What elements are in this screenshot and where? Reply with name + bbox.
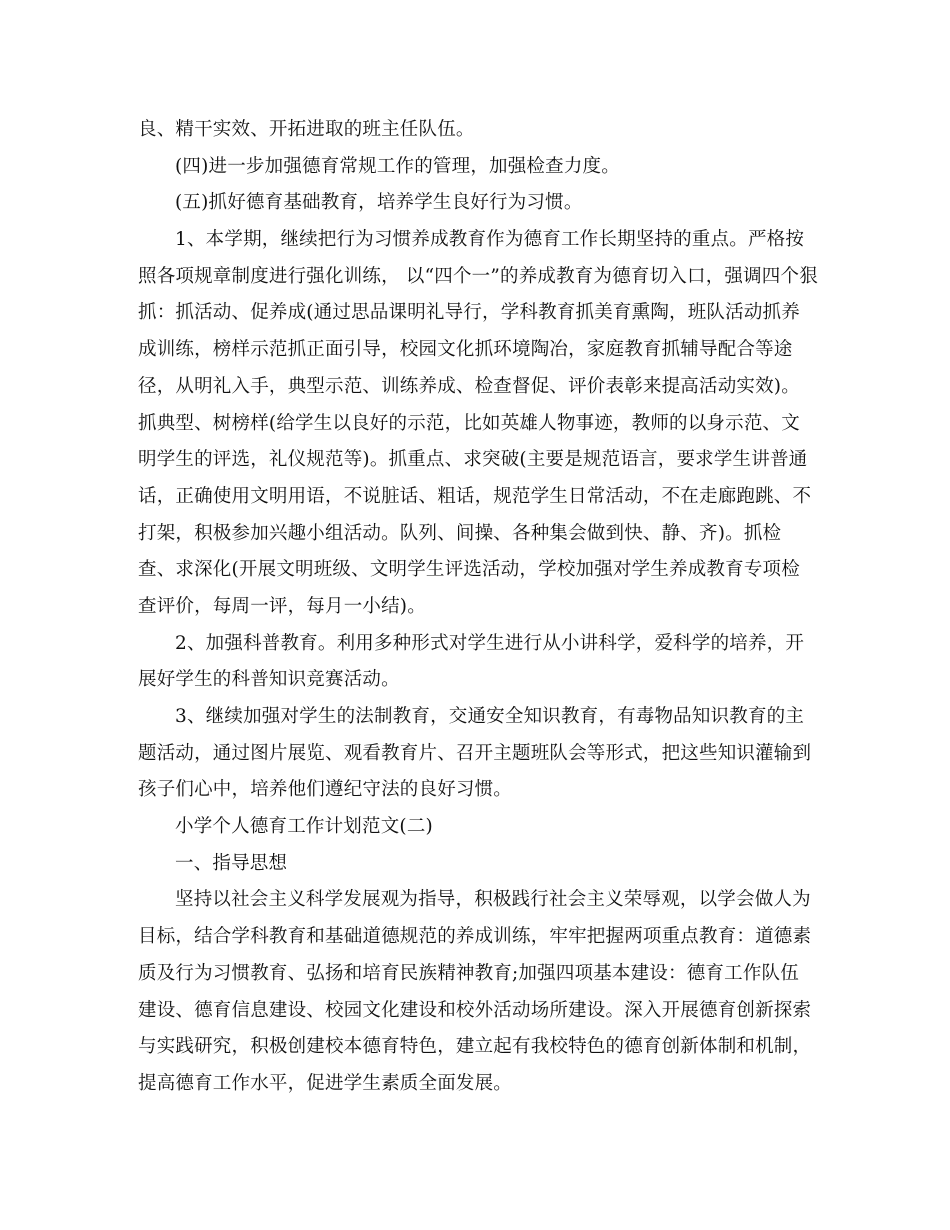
text-line: 题活动，通过图片展览、观看教育片、召开主题班队会等形式，把这些知识灌输到 (138, 742, 812, 764)
text-line: 成训练，榜样示范抓正面引导，校园文化抓环境陶冶，家庭教育抓辅导配合等途 (138, 339, 793, 361)
text-line: 良、精干实效、开拓进取的班主任队伍。 (138, 119, 475, 140)
text-line: 查、求深化(开展文明班级、文明学生评选活动，学校加强对学生养成教育专项检 (138, 559, 800, 581)
text-line: 孩子们心中，培养他们遵纪守法的良好习惯。 (138, 779, 513, 801)
text-line: 与实践研究，积极创建校本德育特色，建立起有我校特色的德育创新体制和机制， (138, 1036, 812, 1058)
text-line: 提高德育工作水平，促进学生素质全面发展。 (138, 1072, 513, 1094)
text-line: 打架，积极参加兴趣小组活动。队列、间操、各种集会做到快、静、齐)。抓检 (138, 522, 782, 544)
text-line: 明学生的评选，礼仪规范等)。抓重点、求突破(主要是规范语言，要求学生讲普通 (138, 449, 808, 471)
text-line: 坚持以社会主义科学发展观为指导，积极践行社会主义荣辱观，以学会做人为 (175, 889, 811, 911)
text-line: 质及行为习惯教育、弘扬和培育民族精神教育;加强四项基本建设：德育工作队伍 (138, 962, 799, 984)
section-heading: 一、指导思想 (175, 852, 288, 874)
text-line: 抓：抓活动、促养成(通过思品课明礼导行，学科教育抓美育熏陶，班队活动抓养 (138, 302, 800, 324)
text-line: 1、本学期，继续把行为习惯养成教育作为德育工作长期坚持的重点。严格按 (175, 229, 805, 251)
text-line: (五)抓好德育基础教育，培养学生良好行为习惯。 (175, 192, 583, 214)
text-line: 查评价，每周一评，每月一小结)。 (138, 595, 426, 617)
text-line: 展好学生的科普知识竞赛活动。 (138, 669, 400, 691)
text-line: 目标，结合学科教育和基础道德规范的养成训练，牢牢把握两项重点教育：道德素 (138, 926, 812, 948)
text-line: 径，从明礼入手，典型示范、训练养成、检查督促、评价表彰来提高活动实效)。 (138, 375, 800, 397)
section-title: 小学个人德育工作计划范文(二) (175, 816, 433, 838)
text-line: 抓典型、树榜样(给学生以良好的示范，比如英雄人物事迹，教师的以身示范、文 (138, 412, 800, 434)
text-line: 建设、德育信息建设、校园文化建设和校外活动场所建设。深入开展德育创新探索 (138, 999, 812, 1021)
text-line: 话，正确使用文明用语，不说脏话、粗话，规范学生日常活动，不在走廊跑跳、不 (138, 485, 812, 507)
text-line: 照各项规章制度进行强化训练， 以“四个一”的养成教育为德育切入口，强调四个狠 (138, 265, 818, 287)
text-line: 2、加强科普教育。利用多种形式对学生进行从小讲科学，爱科学的培养，开 (175, 632, 805, 654)
document-body (138, 112, 818, 1103)
text-line: (四)进一步加强德育常规工作的管理，加强检查力度。 (175, 155, 620, 177)
text-line: 3、继续加强对学生的法制教育，交通安全知识教育，有毒物品知识教育的主 (175, 706, 805, 727)
